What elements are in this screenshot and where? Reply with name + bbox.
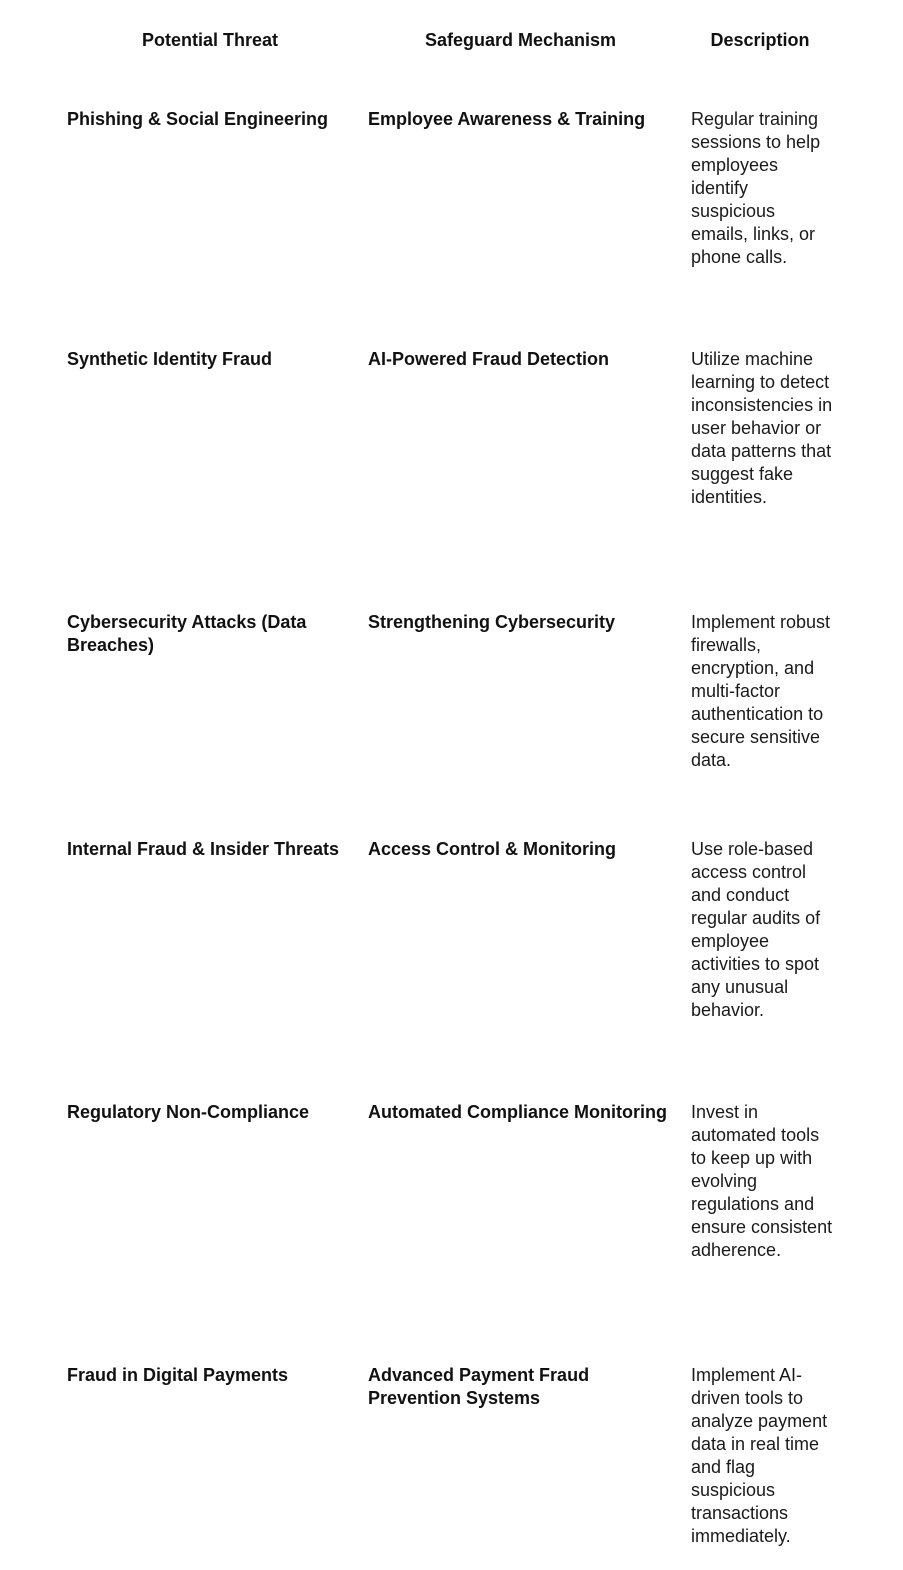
description-cell: Implement robust firewalls, encryption, and multi-factor authentication to secure sensitive data. — [691, 612, 831, 770]
safeguard-cell: Strengthening Cybersecurity — [368, 612, 616, 632]
safeguard-cell: Employee Awareness & Training — [368, 109, 646, 129]
safeguard-cell: Automated Compliance Monitoring — [368, 1102, 667, 1122]
header-safeguard-mechanism: Safeguard Mechanism — [424, 30, 617, 50]
description-cell: Utilize machine learning to detect inconsistencies in user behavior or data patterns that suggest fake identities. — [691, 349, 833, 507]
threat-cell: Internal Fraud & Insider Threats — [67, 839, 340, 859]
description-cell: Regular training sessions to help employees identify suspicious emails, links, or phone calls. — [691, 109, 821, 267]
description-cell: Implement AI-driven tools to analyze payment data in real time and flag suspicious transactions immediately. — [691, 1365, 828, 1546]
threat-cell: Phishing & Social Engineering — [67, 109, 329, 129]
threat-cell: Synthetic Identity Fraud — [67, 349, 273, 369]
description-cell: Use role-based access control and conduct regular audits of employee activities to spot any unusual behavior. — [691, 839, 821, 1020]
safeguard-cell: Access Control & Monitoring — [368, 839, 617, 859]
table-header-row — [0, 27, 903, 53]
safeguard-cell: Advanced Payment Fraud Prevention Systems — [368, 1365, 590, 1408]
safeguard-cell: AI-Powered Fraud Detection — [368, 349, 610, 369]
description-cell: Invest in automated tools to keep up with evolving regulations and ensure consistent adherence. — [691, 1102, 833, 1260]
header-potential-threat: Potential Threat — [141, 30, 279, 50]
threat-cell: Fraud in Digital Payments — [67, 1365, 289, 1385]
header-description: Description — [710, 30, 810, 50]
threat-cell: Cybersecurity Attacks (Data Breaches) — [67, 612, 307, 655]
threat-cell: Regulatory Non-Compliance — [67, 1102, 310, 1122]
